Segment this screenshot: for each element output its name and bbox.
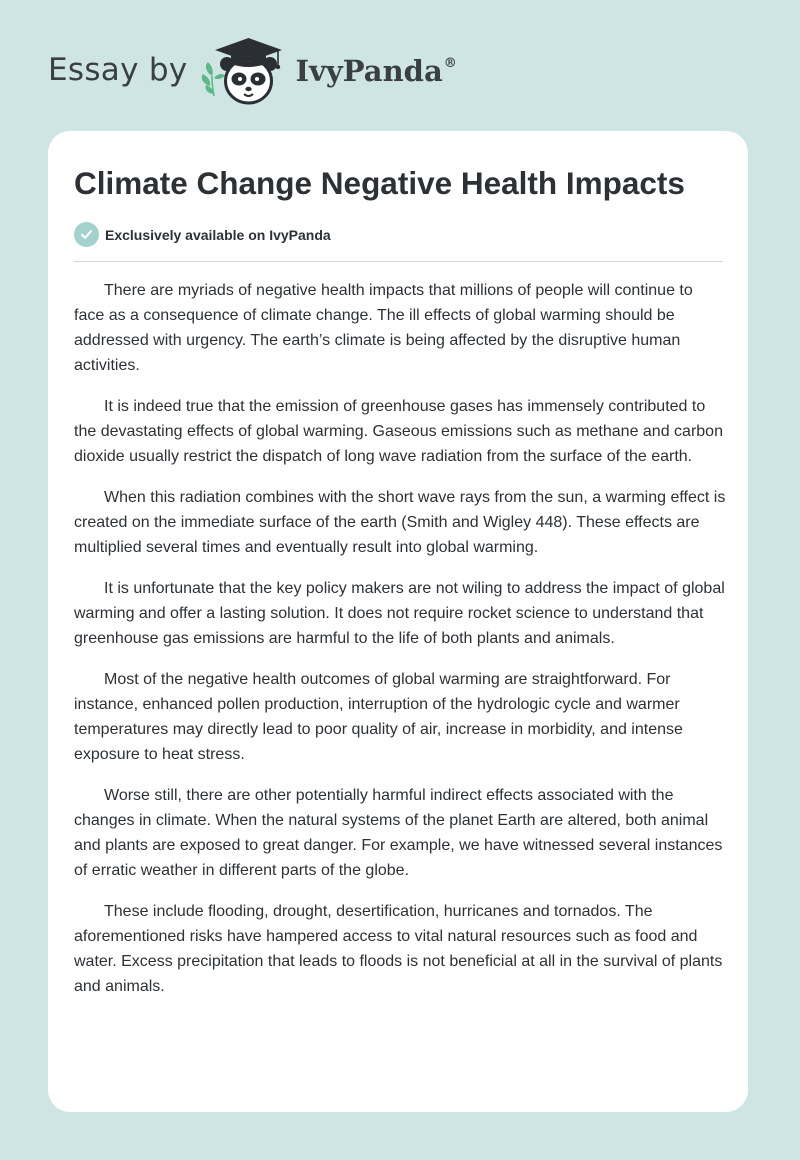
paragraph-5: Most of the negative health outcomes of global warming are straightforward. For instance, enhanced pollen production, interruption of the hydrologic cycle and warmer temperatures may directly lead to poor quality of air, increase in morbidity, and intense exposure to heat stress. [74,671,683,763]
panda-logo-icon[interactable] [200,36,290,108]
exclusive-badge-label: Exclusively available on IvyPanda [105,226,331,243]
paragraph-7: These include flooding, drought, desertification, hurricanes and tornados. The aforementioned risks have hampered access to vital natural resources such as food and water. Excess precipitation that leads to floods is not beneficial at all in the survival of plants and animals. [74,903,723,995]
site-header [48,36,457,108]
paragraph-4: It is unfortunate that the key policy makers are not wiling to address the impact of global warming and offer a lasting solution. It does not require rocket science to understand that greenhouse gas emissions are harmful to the life of both plants and animals. [74,580,725,647]
brand-name[interactable]: IvyPanda® [295,54,457,88]
paragraph-6: Worse still, there are other potentially harmful indirect effects associated with the changes in climate. When the natural systems of the planet Earth are altered, both animal and plants are exposed to great danger. For example, we have witnessed several instances of erratic weather in different parts of the globe. [74,787,723,879]
essay-by-label: Essay by [48,52,188,88]
paragraph-2: It is indeed true that the emission of greenhouse gases has immensely contributed to the devastating effects of global warming. Gaseous emissions such as methane and carbon dioxide usually restrict the dispatch of long wave radiation from the surface of the earth. [74,398,723,465]
title-divider [74,261,723,262]
essay-title: Climate Change Negative Health Impacts [74,165,685,201]
essay-card [48,131,748,1112]
registered-mark: ® [443,56,457,71]
paragraph-1: There are myriads of negative health impacts that millions of people will continue to face as a consequence of climate change. The ill effects of global warming should be addressed with urgency. The earth’s climate is being affected by the disruptive human activities. [74,282,693,374]
exclusive-badge [74,222,331,247]
check-icon [74,222,99,247]
essay-body [74,278,726,1015]
paragraph-3: When this radiation combines with the short wave rays from the sun, a warming effect is created on the immediate surface of the earth (Smith and Wigley 448). These effects are multiplied several times and eventually result into global warming. [74,489,726,556]
